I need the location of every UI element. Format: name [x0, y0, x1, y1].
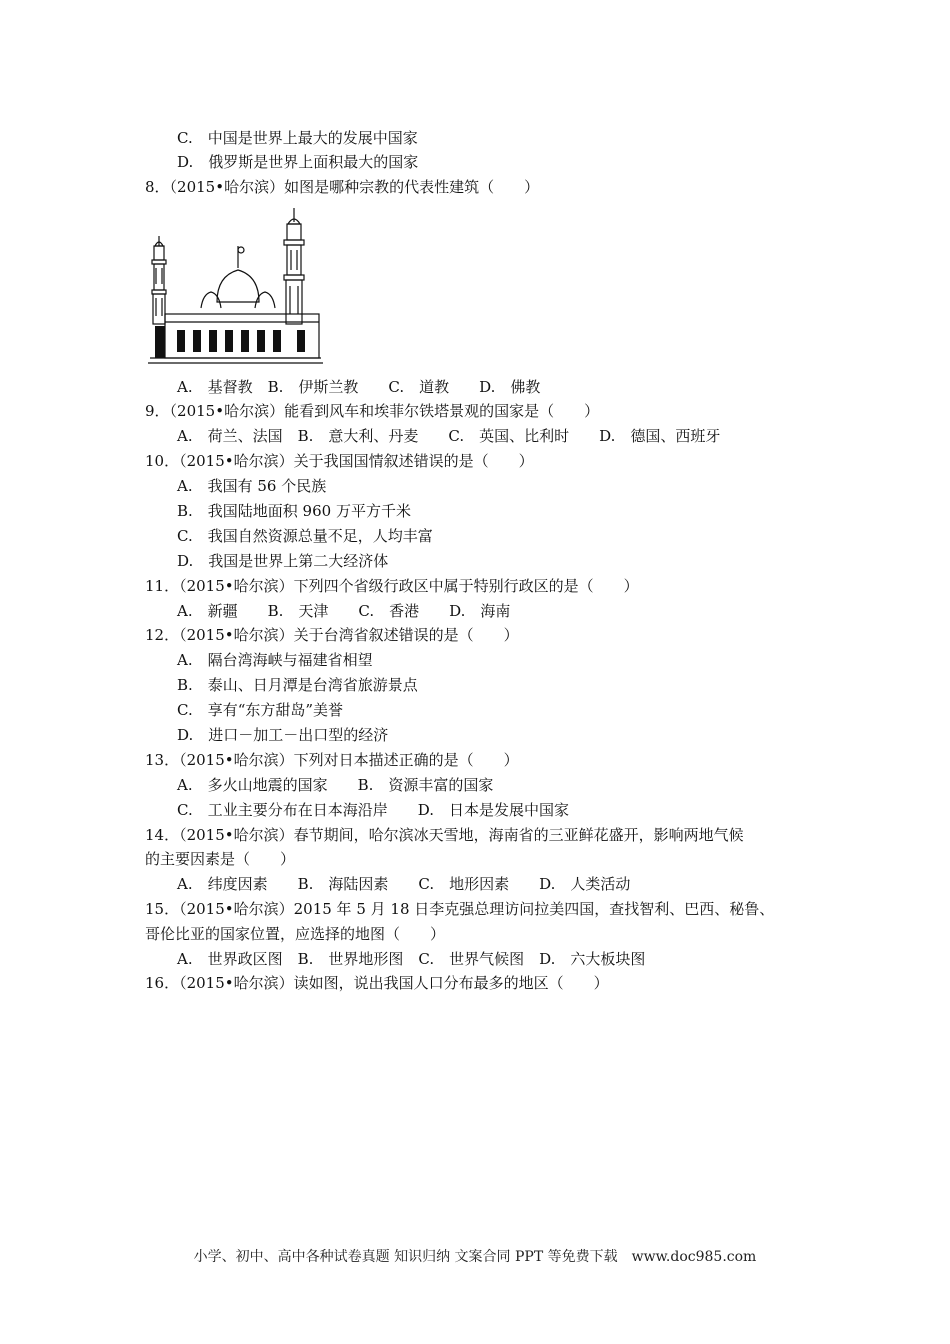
question-12: 12．（2015•哈尔滨）关于台湾省叙述错误的是（ ）	[145, 626, 519, 644]
question-14-cont: 的主要因素是（ ）	[145, 850, 296, 868]
option-b-q12: B. 泰山、日月潭是台湾省旅游景点	[177, 676, 418, 694]
options-q14: A. 纬度因素 B. 海陆因素 C. 地形因素 D. 人类活动	[177, 875, 631, 893]
options-q8: A. 基督教 B. 伊斯兰教 C. 道教 D. 佛教	[177, 378, 541, 396]
option-a-q10: A. 我国有 56 个民族	[177, 477, 327, 495]
option-a-q12: A. 隔台湾海峡与福建省相望	[177, 651, 373, 669]
options-q15: A. 世界政区图 B. 世界地形图 C. 世界气候图 D. 六大板块图	[177, 950, 646, 968]
option-c-q12: C. 享有“东方甜岛”美誉	[177, 701, 344, 719]
option-d-q12: D. 进口－加工－出口型的经济	[177, 726, 389, 744]
question-15: 15．（2015•哈尔滨）2015 年 5 月 18 日李克强总理访问拉美四国，查找智利、巴西、秘鲁、	[145, 900, 775, 918]
question-9: 9．（2015•哈尔滨）能看到风车和埃菲尔铁塔景观的国家是（ ）	[145, 402, 600, 420]
question-14: 14．（2015•哈尔滨）春节期间，哈尔滨冰天雪地，海南省的三亚鲜花盛开，影响两地气候	[145, 826, 744, 844]
option-d-q10: D. 我国是世界上第二大经济体	[177, 552, 389, 570]
option-b-q10: B. 我国陆地面积 960 万平方千米	[177, 502, 411, 520]
question-16: 16．（2015•哈尔滨）读如图，说出我国人口分布最多的地区（ ）	[145, 974, 609, 992]
question-13: 13．（2015•哈尔滨）下列对日本描述正确的是（ ）	[145, 751, 519, 769]
option-c-q7: C. 中国是世界上最大的发展中国家	[177, 129, 418, 147]
option-c-q10: C. 我国自然资源总量不足，人均丰富	[177, 527, 433, 545]
question-11: 11．（2015•哈尔滨）下列四个省级行政区中属于特别行政区的是（ ）	[145, 577, 639, 595]
mosque-illustration	[145, 206, 323, 366]
option-d-q7: D. 俄罗斯是世界上面积最大的国家	[177, 153, 419, 171]
options-cd-q13: C. 工业主要分布在日本海沿岸 D. 日本是发展中国家	[177, 801, 569, 819]
question-15-cont: 哥伦比亚的国家位置，应选择的地图（ ）	[145, 925, 446, 943]
options-q11: A. 新疆 B. 天津 C. 香港 D. 海南	[177, 602, 511, 620]
question-8: 8．（2015•哈尔滨）如图是哪种宗教的代表性建筑（ ）	[145, 178, 540, 196]
options-ab-q13: A. 多火山地震的国家 B. 资源丰富的国家	[177, 776, 494, 794]
question-10: 10．（2015•哈尔滨）关于我国国情叙述错误的是（ ）	[145, 452, 534, 470]
page-footer: 小学、初中、高中各种试卷真题 知识归纳 文案合同 PPT 等免费下载 www.doc985.com	[193, 1249, 757, 1265]
options-q9: A. 荷兰、法国 B. 意大利、丹麦 C. 英国、比利时 D. 德国、西班牙	[177, 427, 721, 445]
